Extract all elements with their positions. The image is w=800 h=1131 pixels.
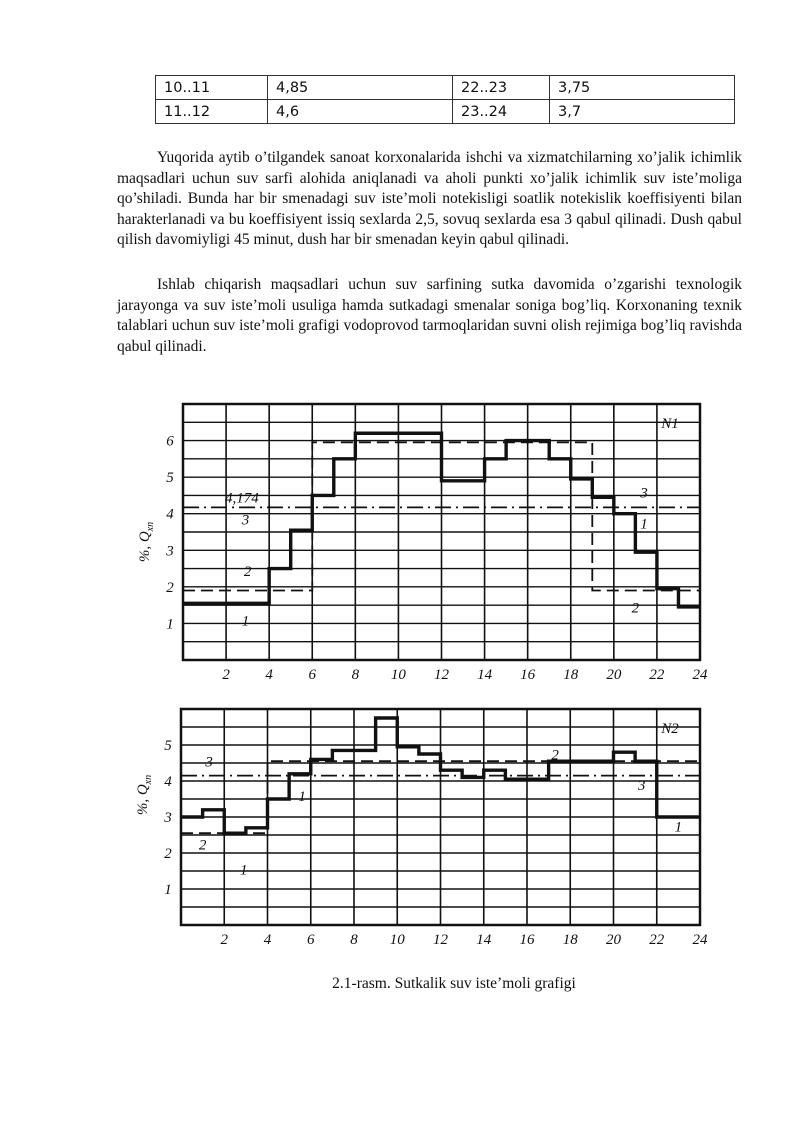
figure-caption: 2.1-rasm. Sutkalik suv iste’moli grafigi (332, 975, 576, 992)
x-tick-label: 24 (692, 667, 708, 683)
x-tick-label: 8 (351, 667, 360, 683)
table-row (156, 76, 735, 100)
panel-label: N2 (661, 721, 679, 737)
x-tick-label: 12 (433, 932, 448, 948)
paragraph-1: Yuqorida aytib o’tilgandek sanoat korxonalarida ishchi va xizmatchilarning xo’jalik ichimlik maqsadlari uchun suv sarfi alohida aniqlanadi va aholi punkti xo’jalik ichimlik suv iste’moliga qo’shiladi. Bunda har bir smenadagi suv iste’moli notekisligi soatlik notekislik koeffisiyenti bilan harakterlanadi va bu koeffisiyent issiq sexlarda 2,5, sovuq sexlarda esa 3 qabul qilinadi. Dush qabul qilish davomiyligi 45 minut, dush har bir smenadan keyin qabul qilinadi. (117, 149, 742, 248)
curve-label: 3 (640, 485, 648, 502)
curve-label: 3 (205, 754, 213, 771)
curve-label: 2 (631, 600, 640, 617)
curve-label: 1 (239, 862, 248, 879)
table-cell: 10..11 (156, 76, 268, 100)
x-tick-label: 2 (220, 932, 228, 948)
y-tick-label: 2 (164, 846, 172, 862)
curve-label: 3 (241, 512, 250, 529)
x-tick-label: 10 (389, 932, 405, 948)
y-tick-label: 3 (164, 810, 172, 826)
x-tick-label: 22 (649, 932, 665, 948)
table-cell: 23..24 (453, 100, 550, 124)
x-tick-label: 16 (520, 667, 536, 683)
x-tick-label: 24 (692, 932, 708, 948)
x-tick-label: 20 (606, 932, 621, 948)
table-row (156, 100, 735, 124)
y-tick-label: 6 (166, 433, 174, 450)
x-tick-label: 12 (434, 667, 449, 683)
table-cell: 4,85 (268, 76, 453, 100)
x-tick-label: 4 (263, 932, 272, 948)
x-tick-label: 18 (562, 932, 578, 948)
y-axis-label: %, $Q_{хп}$ (135, 774, 154, 816)
y-tick-label: 2 (166, 579, 174, 596)
x-tick-label: 14 (476, 932, 492, 948)
y-tick-label: 4 (164, 774, 172, 790)
curve-label: 1 (674, 819, 683, 836)
curve-label: 2 (243, 563, 252, 580)
table-cell: 3,75 (550, 76, 735, 100)
water-consumption-table (155, 75, 735, 124)
y-tick-label: 5 (164, 738, 172, 754)
curve-label: 2 (198, 837, 207, 854)
y-axis-label-subscript: хп (143, 774, 154, 785)
table-cell: 22..23 (453, 76, 550, 100)
curve-label: 1 (298, 788, 306, 805)
curve-label: 1 (640, 516, 648, 533)
curve-label: 2 (551, 747, 559, 764)
x-tick-label: 22 (649, 667, 665, 683)
chart-n2 (0, 695, 800, 955)
panel-label: N1 (661, 416, 679, 432)
table-cell: 11..12 (156, 100, 268, 124)
chart-n1 (0, 390, 800, 690)
x-tick-label: 20 (606, 667, 622, 683)
curve-label: 3 (637, 778, 646, 794)
table-cell: 4,6 (268, 100, 453, 124)
x-tick-label: 6 (308, 667, 316, 683)
y-tick-label: 5 (166, 470, 174, 487)
y-tick-label: 1 (164, 882, 172, 898)
curve-label: 1 (241, 613, 250, 630)
x-tick-label: 4 (265, 667, 273, 683)
y-tick-label: 3 (166, 543, 174, 560)
y-axis-label: %, $Q_{хп}$ (137, 521, 156, 563)
x-tick-label: 2 (222, 667, 230, 683)
x-tick-label: 18 (563, 667, 579, 683)
x-tick-label: 10 (390, 667, 406, 683)
y-tick-label: 1 (166, 616, 174, 633)
x-tick-label: 16 (519, 932, 535, 948)
x-tick-label: 6 (307, 932, 315, 948)
x-tick-label: 8 (350, 932, 358, 948)
table-cell: 3,7 (550, 100, 735, 124)
annotation-label: 4,174 (225, 490, 259, 507)
paragraph-2: Ishlab chiqarish maqsadlari uchun suv sarfining sutka davomida o’zgarishi texnologik jarayonga va suv iste’moli usuliga hamda sutkadagi smenalar soniga bog’liq. Korxonaning texnik talablari uchun suv iste’moli grafigi vodoprovod tarmoqlaridan suvni olish rejimiga bog’liq ravishda qabul qilinadi. (117, 276, 742, 355)
x-tick-label: 14 (477, 667, 493, 683)
y-tick-label: 4 (166, 506, 174, 523)
y-axis-label-subscript: хп (145, 521, 156, 532)
